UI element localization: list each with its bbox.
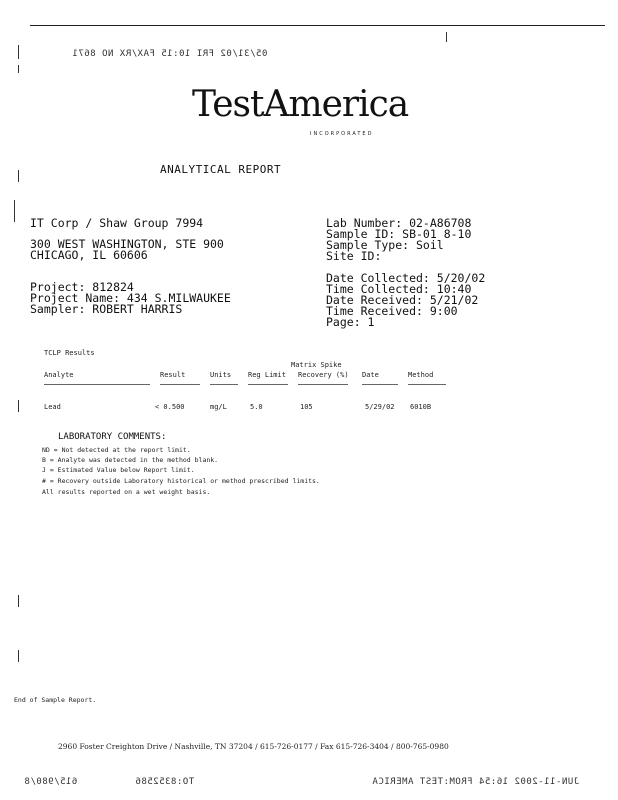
matrix-spike-label: Matrix Spike [291,361,342,369]
table-cell-analyte: Lead [44,403,61,411]
fax-footer-center [135,769,194,788]
col-header-analyte: Analyte [44,371,74,379]
comment-line: J = Estimated Value below Report limit. [42,466,195,474]
comment-line: ND = Not detected at the report limit. [42,446,191,454]
margin-mark [18,45,19,59]
client-address-2: CHICAGO, IL 60606 [30,248,148,262]
col-header-reg-limit: Reg Limit [248,371,286,379]
logo-subtitle-text: INCORPORATED [310,131,374,137]
report-title: ANALYTICAL REPORT [160,163,282,176]
time-collected: Time Collected: 10:40 [326,282,472,296]
header-underline [160,384,200,385]
margin-mark [18,400,19,412]
project-name: Project Name: 434 S.MILWAUKEE [30,291,231,305]
fax-footer-right-text: JUN-11-2002 16:54 FROM:TEST AMERICA [372,777,580,787]
table-cell-method: 6010B [410,403,432,411]
results-section-title: TCLP Results [44,349,95,357]
table-cell-units: mg/L [210,403,227,411]
page-number: Page: 1 [326,315,375,329]
logo-subtitle [310,120,373,139]
table-cell-reg-limit: 5.0 [250,403,263,411]
date-received: Date Received: 5/21/02 [326,293,479,307]
fax-footer-left-text: 615/980/8 [24,777,78,787]
time-received: Time Received: 9:00 [326,304,458,318]
sampler: Sampler: ROBERT HARRIS [30,302,183,316]
site-id: Site ID: [326,249,382,263]
fax-header-top [72,41,267,60]
col-header-units: Units [210,371,232,379]
table-cell-result: < 0.500 [155,403,185,411]
table-cell-date: 5/29/02 [365,403,395,411]
header-underline [248,384,288,385]
project-number: Project: 812824 [30,280,134,294]
header-underline [298,384,348,385]
fax-header-top-text: 05/31/02 FRI 10:15 FAX/RX NO 8671 [72,49,268,59]
col-header-recovery: Recovery (%) [298,371,349,379]
footer-address: 2960 Foster Creighton Drive / Nashville, TN 37204 / 615-726-0177 / Fax 615-726-3404 / 800-765-0980 [58,742,449,751]
logo-text: TestAmerica [192,84,409,125]
header-underline [44,384,150,385]
end-of-report-note: End of Sample Report. [14,696,97,704]
margin-mark [18,65,19,73]
header-underline [210,384,238,385]
header-underline [408,384,446,385]
col-header-date: Date [362,371,379,379]
col-header-method: Method [408,371,434,379]
table-cell-recovery: 105 [300,403,313,411]
margin-mark [18,650,19,662]
margin-mark [18,595,19,607]
client-address-1: 300 WEST WASHINGTON, STE 900 [30,237,224,251]
comment-line: # = Recovery outside Laboratory historical or method prescribed limits. [42,477,320,485]
fax-footer-right [372,769,579,788]
comment-line: All results reported on a wet weight basis. [42,488,211,496]
sample-id: Sample ID: SB-01 8-10 [326,227,472,241]
date-collected: Date Collected: 5/20/02 [326,271,486,285]
client-name: IT Corp / Shaw Group 7994 [30,216,204,230]
fax-footer-center-text: TO:8352586 [135,777,195,787]
margin-mark [446,32,447,42]
fax-footer-left [24,769,77,788]
comments-title: LABORATORY COMMENTS: [58,432,167,442]
margin-mark [18,170,19,182]
header-underline [362,384,398,385]
fax-top-rule [30,25,605,26]
sample-type: Sample Type: Soil [326,238,444,252]
lab-number: Lab Number: 02-A86708 [326,216,472,230]
col-header-result: Result [160,371,186,379]
comment-line: B = Analyte was detected in the method blank. [42,456,219,464]
testamerica-logo [192,84,408,125]
margin-mark [14,200,15,222]
